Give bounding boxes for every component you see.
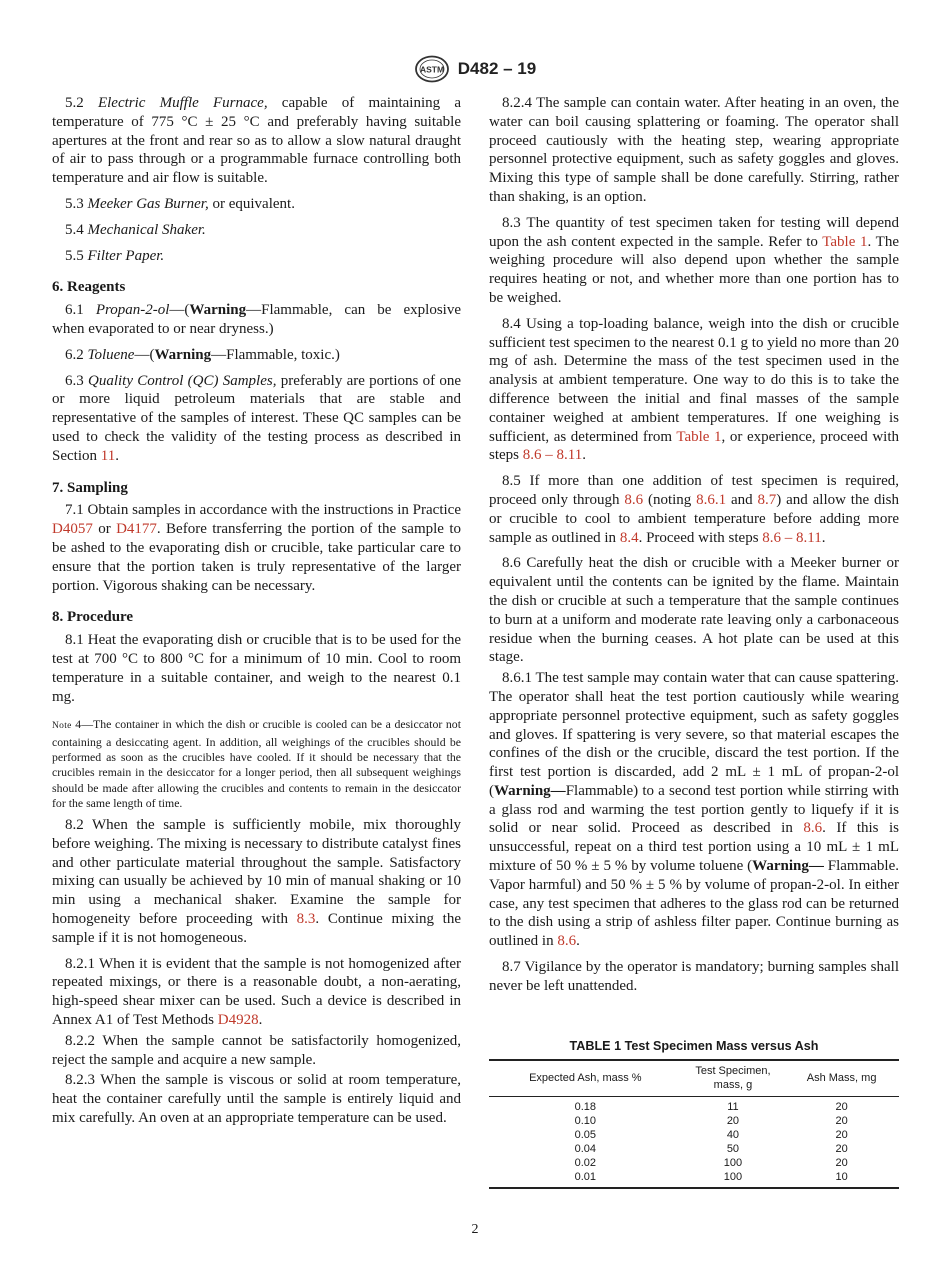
table-row [489, 1170, 899, 1187]
table-cell: 0.01 [489, 1170, 682, 1187]
link-8-6[interactable]: 8.6 [624, 491, 644, 508]
note-4: Note 4—The container in which the dish or crucible is cooled can be a desiccator not containing a desiccating agent. In addition, all weighings of the crucibles should be performed as soon as the crucibles have cooled. If it should be necessary that the crucibles remain in the desiccator for a longer period, then all subsequent weighings should be made after allowing the crucibles and contents to remain in the desiccator for the same length of time. [52, 717, 461, 810]
section-7-1: 7.1 Obtain samples in accordance with the instructions in Practice D4057 or D4177. Before transferring the portion of the sample to be ashed to the evaporating dish or crucible, take particular care to ensure that the portion taken is truly representative of the larger portion. Vigorous shaking can be necessary. [52, 502, 461, 594]
table-cell: 20 [835, 1129, 848, 1142]
link-8-6[interactable]: 8.6 [557, 933, 577, 950]
link-8-6-8-11[interactable]: 8.6 – 8.11 [522, 447, 583, 464]
heading-procedure: 8. Procedure [52, 609, 134, 626]
section-6-1: 6.1 Propan-2-ol—(Warning—Flammable, can be explosive when evaporated to or near dryness.) [52, 302, 461, 337]
section-8-2-2: 8.2.2 When the sample cannot be satisfactorily homogenized, reject the sample and acquire a new sample. [52, 1032, 461, 1068]
table-row [489, 1114, 899, 1128]
table-row [489, 1128, 899, 1142]
table-cell: 0.05 [574, 1129, 597, 1142]
link-8-6-1[interactable]: 8.6.1 [696, 491, 727, 508]
section-8-5: 8.5 If more than one addition of test specimen is required, proceed only through 8.6 (noting 8.6.1 and 8.7) and allow the dish or crucible to cool to ambient temperature before adding more sample as outlined in 8.4. Proceed with steps 8.6 – 8.11. [489, 473, 899, 546]
table-cell: 20 [835, 1143, 848, 1156]
link-table-1[interactable]: Table 1 [822, 233, 868, 250]
table-cell: 100 [682, 1170, 785, 1187]
document-designation: D482 – 19 [457, 59, 537, 78]
section-8-4: 8.4 Using a top-loading balance, weigh into the dish or crucible sufficient test specimen to the nearest 0.1 g to yield no more than 20 mg of ash. Determine the mass of the test specimen used in the analysis at ambient temperature. One way to do this is to take the difference between the initial and final masses of the sample container weighed at ambient temperatures. If one weighing is sufficient, as determined from Table 1, or experience, proceed with steps 8.6 – 8.11. [489, 315, 899, 464]
link-8-6[interactable]: 8.6 [803, 820, 823, 837]
section-8-2: 8.2 When the sample is sufficiently mobile, mix thoroughly before weighing. The mixing is necessary to distribute catalyst fines and other particulate material throughout the sample. Satisfactory mixing can usually be achieved by 10 min of manual shaking or 10 min using a mechanical shaker. Examine the sample for homogeneity before proceeding with 8.3. Continue mixing the sample if it is not homogeneous. [52, 817, 461, 946]
table-row [489, 1097, 899, 1115]
table-cell: 0.18 [574, 1101, 597, 1113]
right-column [489, 94, 899, 1003]
section-6-2: 6.2 Toluene—(Warning—Flammable, toxic.) [65, 346, 340, 363]
table-cell: 100 [723, 1157, 743, 1170]
table-header-row [489, 1060, 899, 1097]
left-column [52, 94, 461, 1130]
svg-text:ASTM: ASTM [419, 64, 444, 75]
table-cell: 11 [727, 1101, 739, 1113]
section-8-2-1: 8.2.1 When it is evident that the sample is not homogenized after repeated mixings, or there is a reasonable doubt, a non-aerating, high-speed shear mixer can be used. Such a device is described in Annex A1 of Test Methods D4928. [52, 955, 461, 1029]
ash-table [489, 1059, 899, 1189]
table-cell: 50 [726, 1143, 740, 1156]
section-8-7: 8.7 Vigilance by the operator is mandatory; burning samples shall never be left unattended. [489, 959, 899, 994]
table-row [489, 1156, 899, 1170]
section-8-6-1: 8.6.1 The test sample may contain water that can cause spattering. The operator shall heat the test portion cautiously while wearing appropriate personnel protective equipment, such as safety goggles and gloves. If spattering is very severe, so that material escapes the confines of the dish or the crucible, discard the test portion. If the first test portion is discarded, add 2 mL ± 1 mL of propan-2-ol (Warning—Flammable) to a second test portion while stirring with a glass rod and warming the test portion gently to liquefy if it is solid or near solid. Proceed as described in 8.6. If this is unsuccessful, repeat on a third test portion using a 10 mL ± 1 mL mixture of 50 % ± 5 % by volume toluene (Warning— Flammable. Vapor harmful) and 50 % ± 5 % by volume of propan-2-ol. In either case, any test specimen that adheres to the glass rod can be returned to the dish using a strip of ashless filter paper. Continue burning as outlined in 8.6. [489, 670, 899, 950]
link-8-3[interactable]: 8.3 [296, 911, 316, 928]
astm-logo-icon [414, 55, 450, 83]
section-8-6: 8.6 Carefully heat the dish or crucible with a Meeker burner or equivalent until the contents can be ignited by the flame. Maintain the dish or crucible at such a temperature that the sample continues to burn at a uniform and moderate rate leaving only a carbonaceous residue when the burning ceases. A hot plate can be used at this stage. [489, 555, 899, 666]
heading-reagents: 6. Reagents [52, 279, 126, 296]
link-d4177[interactable]: D4177 [116, 521, 157, 538]
link-d4928[interactable]: D4928 [217, 1012, 259, 1029]
table-row [489, 1142, 899, 1156]
link-section-11[interactable]: 11 [100, 447, 116, 464]
link-table-1[interactable]: Table 1 [676, 428, 722, 445]
table-cell: 20 [835, 1115, 848, 1128]
table-caption: TABLE 1 Test Specimen Mass versus Ash [569, 1039, 819, 1053]
table-cell: 0.02 [574, 1157, 597, 1170]
section-8-1: 8.1 Heat the evaporating dish or crucible that is to be used for the test at 700 °C to 800 °C for a minimum of 10 min. Cool to room temperature in a suitable container, and weigh to the nearest 0.1 mg. [52, 632, 461, 705]
page-number: 2 [471, 1222, 479, 1237]
section-8-2-4: 8.2.4 The sample can contain water. After heating in an oven, the water can boil causing splattering or foaming. The operator shall proceed cautiously with the heating step, wearing appropriate personnel protective equipment, such as safety goggles and gloves. Mixing this type of sample shall be done carefully. Stirring, rather than shaking, is an option. [489, 95, 899, 205]
header-specimen-mass: Test Specimen, mass, g [682, 1060, 785, 1097]
table-cell: 40 [726, 1129, 740, 1142]
header-expected-ash: Expected Ash, mass % [489, 1060, 682, 1097]
section-5-4: 5.4 Mechanical Shaker. [65, 221, 206, 238]
section-6-3: 6.3 Quality Control (QC) Samples, preferably are portions of one or more liquid petroleum materials that are stable and representative of the samples of interest. These QC samples can be used to check the validity of the testing process as described in Section 11. [52, 372, 462, 464]
table-cell: 10 [784, 1170, 899, 1187]
section-8-2-3: 8.2.3 When the sample is viscous or solid at room temperature, heat the container carefully until the sample is entirely liquid and mix carefully. An oven at an appropriate temperature can be used. [52, 1072, 461, 1127]
link-8-4[interactable]: 8.4 [619, 529, 639, 546]
link-8-6-8-11[interactable]: 8.6 – 8.11 [762, 529, 822, 546]
table-cell: 20 [835, 1157, 848, 1170]
header-ash-mass: Ash Mass, mg [784, 1060, 899, 1097]
section-8-3: 8.3 The quantity of test specimen taken for testing will depend upon the ash content expected in the sample. Refer to Table 1. The weighing procedure will also depend upon whether the sample requires heating or not, and whether more than one portion has to be weighed. [489, 214, 899, 306]
section-5-2: 5.2 Electric Muffle Furnace, capable of maintaining a temperature of 775 °C ± 25 °C and preferably having suitable apertures at the front and rear so as to allow a slow natural draught of air to pass through or a programmable furnace controlling both temperature and air flow is suitable. [52, 95, 462, 187]
link-d4057[interactable]: D4057 [52, 521, 93, 538]
page-header [0, 54, 950, 84]
heading-sampling: 7. Sampling [52, 479, 128, 496]
section-5-3: 5.3 Meeker Gas Burner, or equivalent. [65, 195, 295, 212]
table-cell: 20 [835, 1101, 848, 1113]
table-cell: 0.04 [574, 1143, 597, 1156]
table-cell: 0.10 [574, 1115, 597, 1128]
table-1 [489, 1039, 899, 1189]
section-5-5: 5.5 Filter Paper. [65, 247, 165, 264]
table-cell: 20 [726, 1115, 740, 1128]
link-8-7[interactable]: 8.7 [757, 491, 777, 508]
